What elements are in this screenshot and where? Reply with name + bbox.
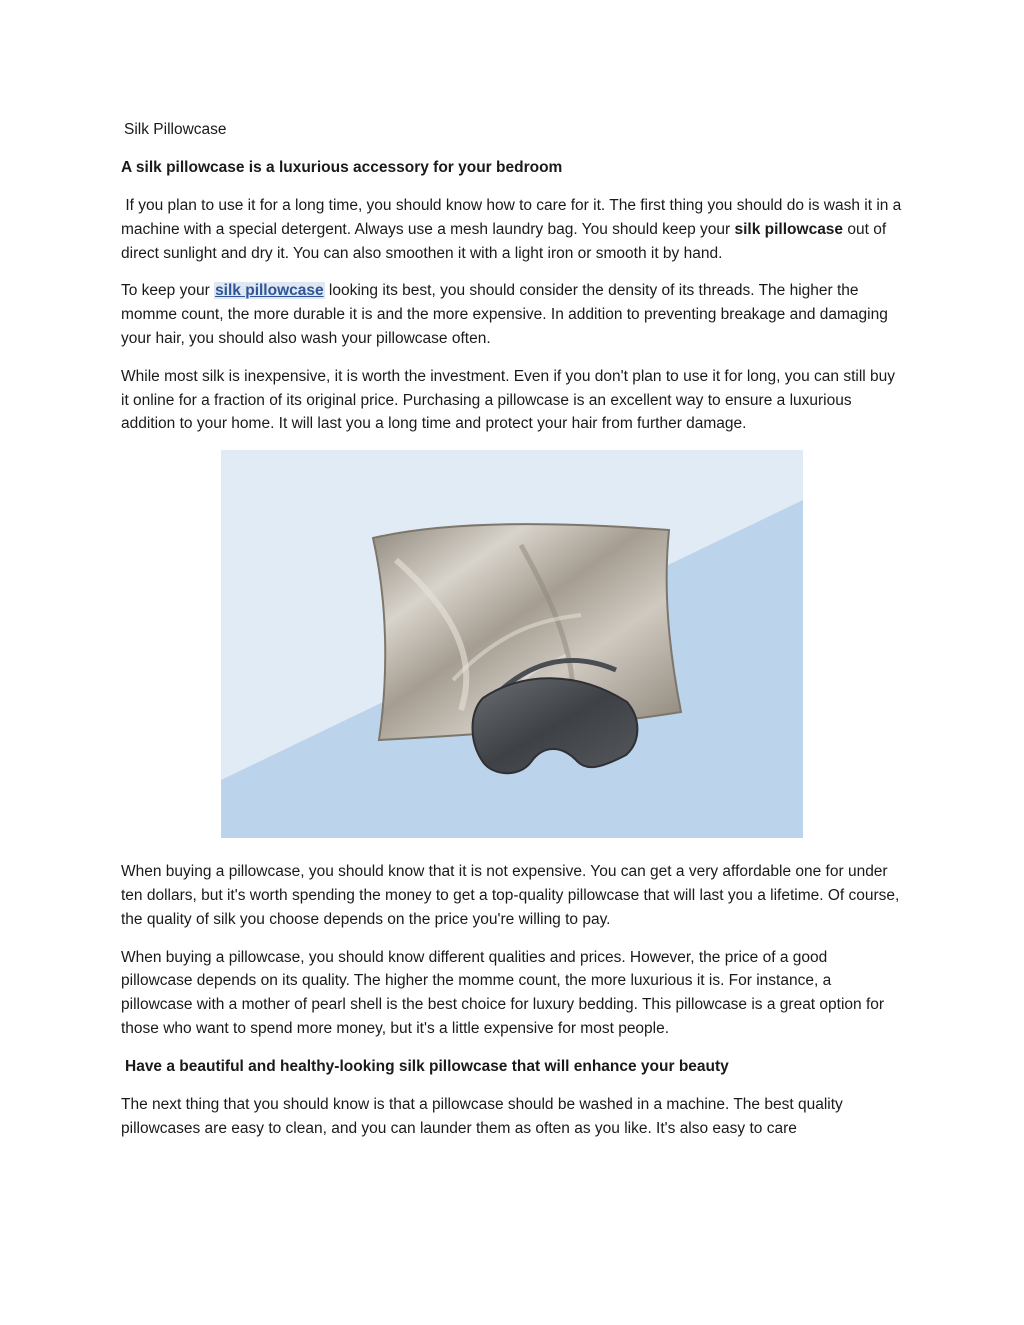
paragraph-density	[121, 279, 903, 350]
pillowcase-photo	[221, 450, 803, 838]
bold-keyword: silk pillowcase	[734, 220, 844, 238]
document-title: Silk Pillowcase	[124, 121, 227, 138]
paragraph-investment: While most silk is inexpensive, it is worth the investment. Even if you don't plan to use it for long, you can still buy it online for a fraction of its original price. Purchasing a pillowcase is an excellent way to ensure a luxurious addition to your home. It will last you a long time and protect your hair from further damage.	[121, 367, 896, 433]
paragraph-washing: The next thing that you should know is that a pillowcase should be washed in a machine. The best quality pillowcases are easy to clean, and you can launder them as often as you like. It's also easy to care	[121, 1095, 843, 1137]
paragraph-care	[121, 194, 903, 265]
section-heading: A silk pillowcase is a luxurious accessory for your bedroom	[121, 159, 563, 176]
paragraph-density-text-end: looking its best, you should consider the density of its threads. The higher the momme count, the more durable it is and the more expensive. In addition to preventing breakage and damaging your hair, you should also wash your pillowcase often.	[121, 282, 888, 347]
section-heading-beauty: Have a beautiful and healthy-looking silk pillowcase that will enhance your beauty	[125, 1057, 729, 1075]
document-page	[121, 118, 903, 1154]
paragraph-affordable: When buying a pillowcase, you should know that it is not expensive. You can get a very affordable one for under ten dollars, but it's worth spending the money to get a top-quality pillowcase that will last you a lifetime. Of course, the quality of silk you choose depends on the price you're willing to pay.	[121, 863, 900, 928]
paragraph-care-text-start: If you plan to use it for a long time, you should know how to care for it. The first thing you should do is wash it in a machine with a special detergent. Always use a mesh laundry bag. You should keep your	[121, 197, 902, 238]
silk-pillowcase-link[interactable]: silk pillowcase	[215, 282, 324, 300]
paragraph-qualities: When buying a pillowcase, you should know different qualities and prices. However, the price of a good pillowcase depends on its quality. The higher the momme count, the more luxurious it is. For instance, a pillowcase with a mother of pearl shell is the best choice for luxury bedding. This pillowcase is a great option for those who want to spend more money, but it's a little expensive for most people.	[121, 948, 885, 1037]
paragraph-care-text-end: out of direct sunlight and dry it. You can also smoothen it with a light iron or smooth it by hand.	[121, 220, 887, 262]
pillowcase-illustration	[221, 450, 803, 838]
paragraph-density-text-start: To keep your	[121, 282, 215, 300]
